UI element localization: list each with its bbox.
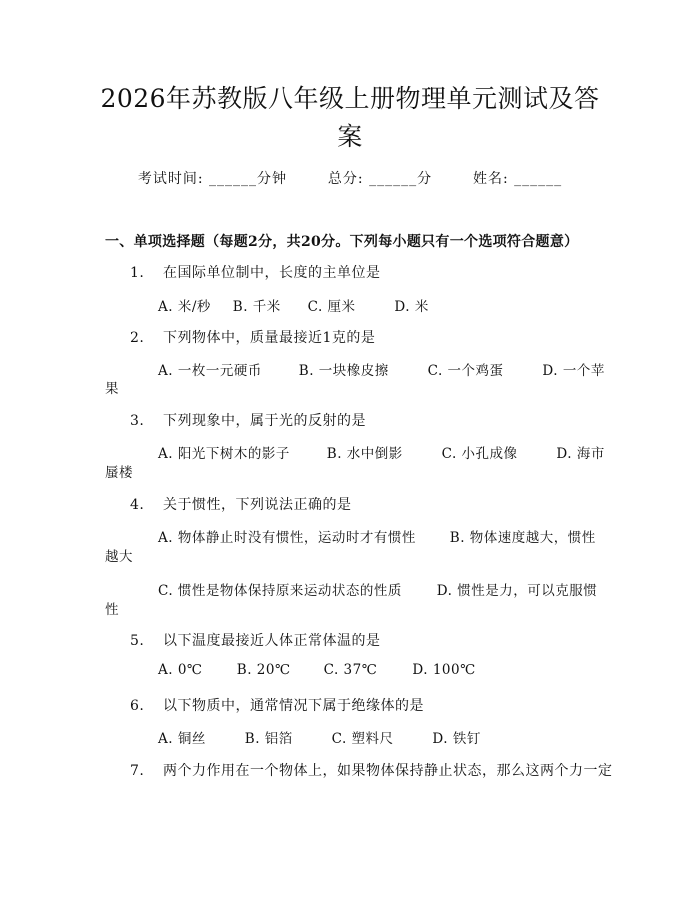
- option-c: C. 塑料尺: [331, 731, 394, 747]
- question-4-options: [158, 526, 596, 546]
- option-d: D. 惯性是力，可以克服惯: [436, 583, 598, 599]
- option-wrap: 果: [105, 381, 119, 397]
- question-text: 关于惯性，下列说法正确的是: [162, 497, 352, 513]
- question-3-options: [158, 442, 605, 462]
- question-text: 下列物体中，质量最接近1克的是: [162, 330, 376, 346]
- option-wrap: 蜃楼: [105, 465, 133, 481]
- score-blank: ______分: [369, 171, 433, 187]
- title-line-1: 2026年苏教版八年级上册物理单元测试及答: [100, 84, 600, 113]
- option-c: C. 一个鸡蛋: [427, 363, 504, 379]
- question-4: [130, 494, 351, 514]
- question-text: 两个力作用在一个物体上，如果物体保持静止状态，那么这两个力一定: [162, 763, 613, 779]
- option-d: D. 一个苹: [542, 363, 605, 379]
- question-text: 下列现象中，属于光的反射的是: [162, 413, 366, 429]
- time-label: 考试时间:: [137, 171, 204, 187]
- option-a: A. 0℃: [158, 662, 203, 678]
- option-a: A. 一枚一元硬币: [158, 363, 262, 379]
- option-a: A. 阳光下树木的影子: [158, 446, 290, 462]
- question-6: [130, 695, 424, 715]
- question-number: 6.: [130, 698, 145, 714]
- question-6-options: [158, 727, 481, 747]
- question-number: 5.: [130, 633, 145, 649]
- exam-meta: [0, 168, 700, 188]
- option-wrap: 性: [105, 602, 119, 618]
- option-c: C. 厘米: [307, 299, 356, 315]
- option-b: B. 一块橡皮擦: [298, 363, 389, 379]
- score-label: 总分:: [327, 171, 364, 187]
- option-wrap: 越大: [105, 549, 133, 565]
- option-b: B. 20℃: [236, 662, 291, 678]
- question-1-options: [158, 295, 429, 315]
- question-2-options: [158, 359, 605, 379]
- option-d: D. 铁钉: [432, 731, 481, 747]
- document-title: [95, 80, 605, 156]
- option-b: B. 水中倒影: [326, 446, 403, 462]
- question-number: 4.: [130, 497, 145, 513]
- option-a: A. 米/秒: [158, 299, 211, 315]
- time-blank: ______分钟: [209, 171, 287, 187]
- question-number: 7.: [130, 763, 145, 779]
- option-d: D. 海市: [556, 446, 605, 462]
- question-7: [130, 760, 612, 780]
- question-1: [130, 262, 380, 282]
- option-b: B. 千米: [232, 299, 281, 315]
- option-a: A. 物体静止时没有惯性，运动时才有惯性: [158, 530, 416, 546]
- question-3: [130, 410, 366, 430]
- name-label: 姓名:: [472, 171, 509, 187]
- question-2: [130, 327, 375, 347]
- option-c: C. 惯性是物体保持原来运动状态的性质: [158, 583, 402, 599]
- question-number: 1.: [130, 265, 145, 281]
- option-c: C. 37℃: [323, 662, 378, 678]
- option-d: D. 米: [394, 299, 429, 315]
- question-text: 以下物质中，通常情况下属于绝缘体的是: [162, 698, 424, 714]
- section-heading: 一、单项选择题（每题2分，共20分。下列每小题只有一个选项符合题意）: [105, 234, 579, 250]
- title-line-2: 案: [337, 122, 363, 151]
- option-a: A. 铜丝: [158, 731, 206, 747]
- option-b: B. 铝箔: [244, 731, 293, 747]
- question-4-options-2: [158, 579, 597, 599]
- option-b: B. 物体速度越大，惯性: [449, 530, 596, 546]
- question-number: 2.: [130, 330, 145, 346]
- question-5: [130, 630, 380, 650]
- option-c: C. 小孔成像: [441, 446, 518, 462]
- question-number: 3.: [130, 413, 145, 429]
- question-text: 以下温度最接近人体正常体温的是: [162, 633, 381, 649]
- name-blank: ______: [514, 171, 563, 187]
- question-5-options: [158, 662, 476, 678]
- option-d: D. 100℃: [412, 662, 476, 678]
- question-text: 在国际单位制中，长度的主单位是: [162, 265, 381, 281]
